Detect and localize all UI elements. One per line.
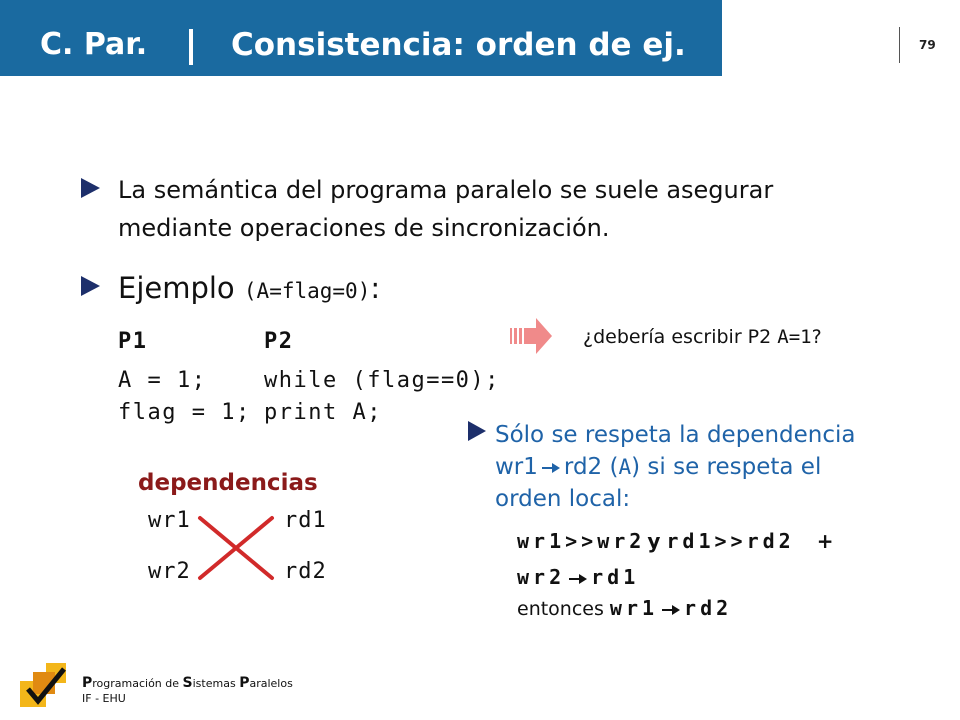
code-p2-line: print A; <box>264 400 382 425</box>
bullet-1-line-1: La semántica del programa paralelo se suele asegurar <box>118 176 774 204</box>
example-colon: : <box>370 271 381 305</box>
question-before: ¿debería escribir P2 <box>583 326 778 348</box>
code-p2-line: while (flag==0); <box>264 368 500 393</box>
dependency-node: rd2 <box>284 559 327 584</box>
triangle-right-icon <box>468 421 486 441</box>
footer-text: rogramación de <box>92 677 183 690</box>
dependency-to: rd1 <box>591 565 640 589</box>
code-header-p1: P1 <box>118 329 148 354</box>
page-number-rule <box>899 27 900 63</box>
bullet-1-line-2: mediante operaciones de sincronización. <box>118 214 610 242</box>
dependency-condition-line <box>517 563 639 591</box>
order-and: y <box>647 529 661 553</box>
question-after: ? <box>811 326 822 348</box>
note-line-2-mid: rd2 ( <box>563 454 619 480</box>
order-condition-line <box>517 527 833 555</box>
note-line-1: Sólo se respeta la dependencia <box>495 422 856 448</box>
arrow-right-icon <box>662 604 680 616</box>
code-p1-line: A = 1; <box>118 368 207 393</box>
footer-initial: P <box>82 675 93 691</box>
example-heading <box>118 268 380 311</box>
footer-institution: IF - EHU <box>82 692 126 705</box>
note-line-2-start: wr1 <box>495 454 538 480</box>
dependency-node: wr2 <box>148 559 191 584</box>
dependency-node: rd1 <box>284 508 327 533</box>
note-line-3: orden local: <box>495 486 631 512</box>
conclusion-to: rd2 <box>684 596 733 620</box>
footer-text: aralelos <box>249 677 293 690</box>
dependencies-title: dependencias <box>138 470 318 496</box>
conclusion-line <box>517 594 732 623</box>
checkmark-logo-icon <box>20 663 68 709</box>
conclusion-from: wr1 <box>609 596 659 620</box>
order-right: rd1>>rd2 <box>666 529 795 553</box>
arrow-right-icon <box>542 462 560 474</box>
block-arrow-right-icon <box>508 316 554 356</box>
example-condition: (A=flag=0) <box>243 279 371 303</box>
dependency-cross-lines <box>196 512 276 584</box>
conclusion-label: entonces <box>517 598 610 620</box>
note-line-2-code: A <box>618 455 632 479</box>
title-separator <box>189 29 193 65</box>
triangle-right-icon <box>81 276 100 296</box>
example-label: Ejemplo <box>118 271 244 305</box>
note-line-2 <box>495 451 821 483</box>
footer-initial: S <box>182 675 193 691</box>
footer-initial: P <box>239 675 250 691</box>
triangle-right-icon <box>81 178 100 198</box>
order-left: wr1>>wr2 <box>517 529 646 553</box>
dependency-node: wr1 <box>148 508 191 533</box>
note-line-2-end: ) si se respeta el <box>631 454 822 480</box>
arrow-right-icon <box>569 573 587 585</box>
page-number: 79 <box>919 38 936 52</box>
dependency-from: wr2 <box>517 565 566 589</box>
question-code: A=1 <box>777 326 812 348</box>
question-text <box>583 324 822 350</box>
code-p1-line: flag = 1; <box>118 400 251 425</box>
footer-text: istemas <box>192 677 240 690</box>
order-plus: + <box>816 529 834 553</box>
slide-title: Consistencia: orden de ej. <box>231 27 686 63</box>
course-label: C. Par. <box>40 27 148 62</box>
code-header-p2: P2 <box>264 329 294 354</box>
